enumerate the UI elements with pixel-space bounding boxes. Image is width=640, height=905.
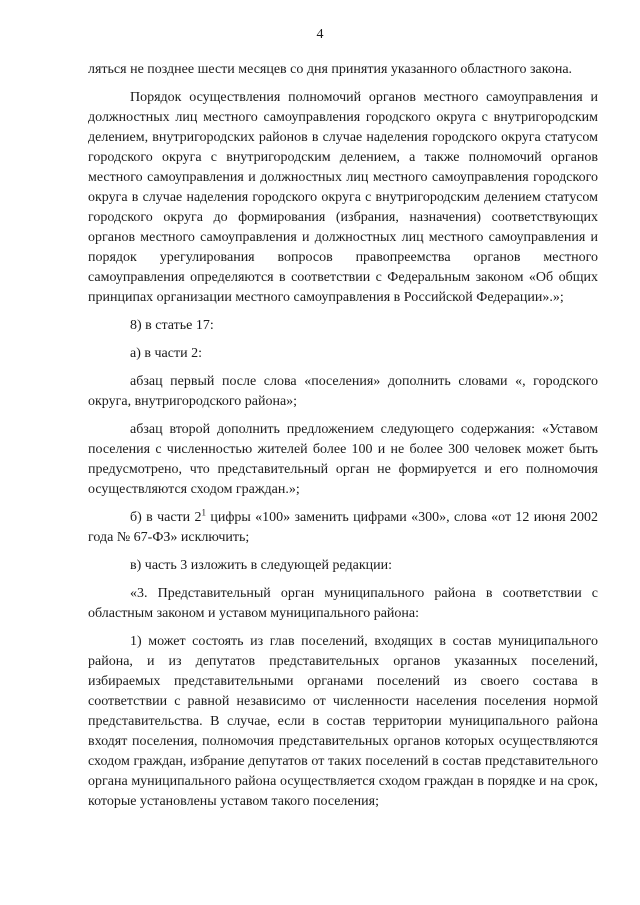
paragraph-first-abzac: абзац первый после слова «поселения» дополнить словами «, городского округа, внутригородского района»; <box>88 374 598 409</box>
paragraph-item-v: в) часть 3 изложить в следующей редакции: <box>130 558 393 573</box>
paragraph-second-abzac: абзац второй дополнить предложением следующего содержания: «Уставом поселения с численностью жителей более 100 и не более 300 человек может быть предусмотрено, что представительный орган не формируется и его полномочия осуществляются сходом граждан.»; <box>88 422 598 497</box>
paragraph-continuation: ляться не позднее шести месяцев со дня принятия указанного областного закона. <box>88 62 573 77</box>
paragraph-item-a: а) в части 2: <box>130 346 202 361</box>
item-b-superscript: 1 <box>201 507 207 518</box>
paragraph-item-8: 8) в статье 17: <box>130 318 214 333</box>
page-number: 4 <box>316 27 324 42</box>
paragraph-procedure: Порядок осуществления полномочий органов местного самоуправления и должностных лиц местного самоуправления городского округа с внутригородским делением, внутригородских районов в случае наделения городского округа статусом городского округа с внутригородским делением, а также полномочий органов местного самоуправления и должностных лиц местного самоуправления городского округа в случае наделения городского округа с внутригородским делением статусом городского округа до формирования (избрания, назначения) соответствующих органов местного самоуправления и должностных лиц местного самоуправления и порядок урегулирования вопросов правопреемства органов местного самоуправления определяются в соответствии с Федеральным законом «Об общих принципах организации местного самоуправления в Российской Федерации».»; <box>88 90 598 305</box>
item-b-prefix: б) в части 2 <box>130 510 202 525</box>
document-body <box>88 60 598 820</box>
item-b-text: цифры «100» заменить цифрами «300», слова «от 12 июня 2002 года № 67-ФЗ» исключить; <box>88 510 598 545</box>
paragraph-item-b <box>88 508 598 548</box>
paragraph-point-1: 1) может состоять из глав поселений, входящих в состав муниципального района, и из депутатов представительных органов указанных поселений, избираемых представительными органами поселений из своего состава в соответствии с равной независимо от численности населения поселения нормой представительства. В случае, если в состав территории муниципального района входят поселения, полномочия представительных органов которых осуществляются сходом граждан, избрание депутатов от таких поселений в состав представительного органа муниципального района осуществляется сходом граждан в порядке и на срок, которые установлены уставом такого поселения; <box>88 634 598 809</box>
paragraph-part-3: «3. Представительный орган муниципального района в соответствии с областным законом и уставом муниципального района: <box>88 586 598 621</box>
